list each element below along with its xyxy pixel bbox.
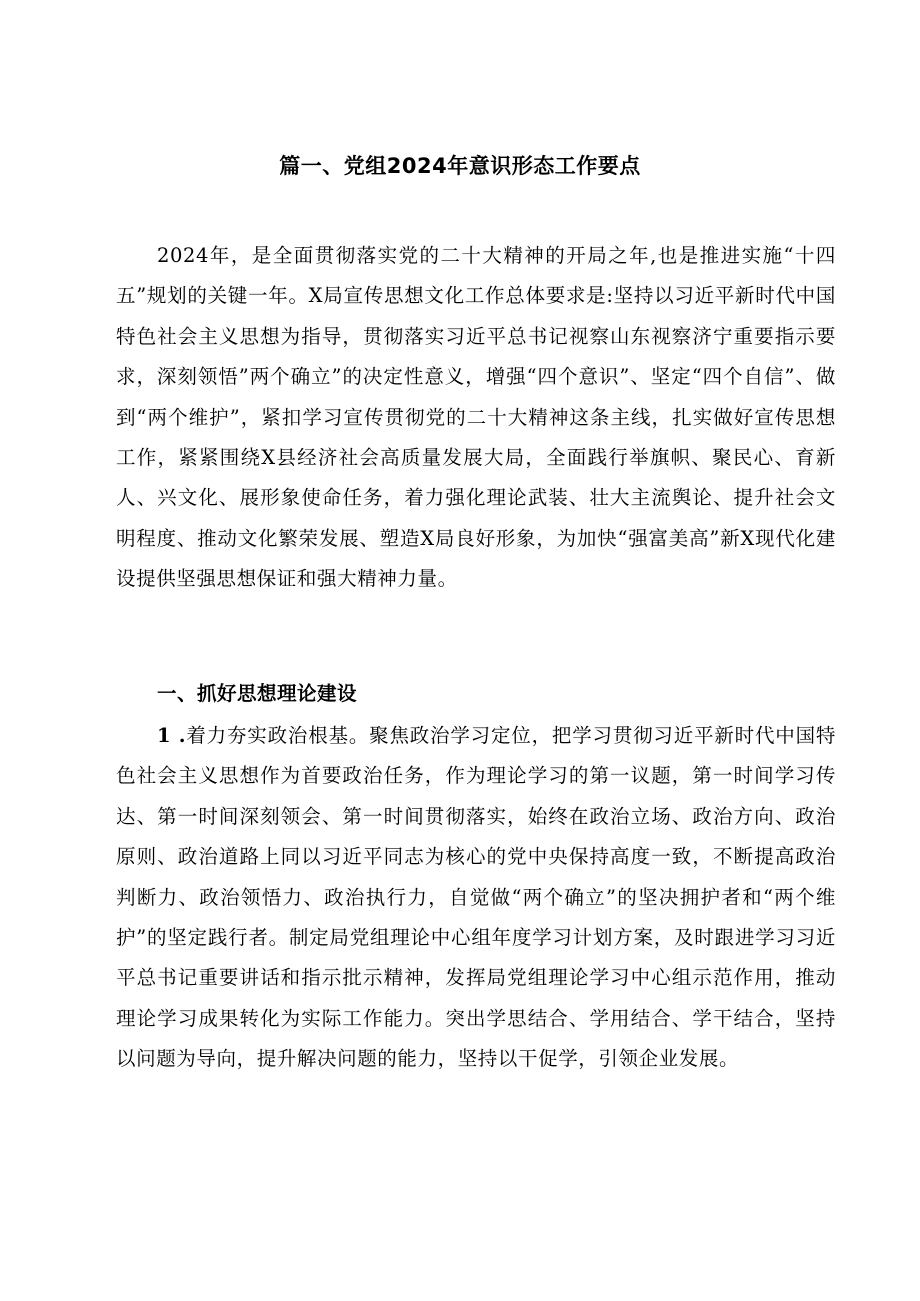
section-heading: 一、抓好思想理论建设 — [157, 682, 358, 705]
document-title: 篇一、党组2024年意识形态工作要点 — [279, 154, 641, 178]
item-1-text: 着力夯实政治根基。聚焦政治学习定位，把学习贯彻习近平新时代中国特色社会主义思想作为首要政治任务，作为理论学习的第一议题，第一时间学习传达、第一时间深刻领会、第一时间贯彻落实，始终在政治立场、政治方向、政治原则、政治道路上同以习近平同志为核心的党中央保持高度一致，不断提高政治判断力、政治领悟力、政治执行力，自觉做“两个确立”的坚决拥护者和“两个维护”的坚定践行者。制定局党组理论中心组年度学习计划方案，及时跟进学习习近平总书记重要讲话和指示批示精神，发挥局党组理论学习中心组示范作用，推动理论学习成果转化为实际工作能力。突出学思结合、学用结合、学干结合，坚持以问题为导向，提升解决问题的能力，坚持以干促学，引领企业发展。 — [116, 724, 836, 1071]
intro-paragraph: 2024年，是全面贯彻落实党的二十大精神的开局之年,也是推进实施“十四五”规划的关键一年。X局宣传思想文化工作总体要求是:坚持以习近平新时代中国特色社会主义思想为指导，贯彻落实习近平总书记视察山东视察济宁重要指示要求，深刻领悟”两个确立”的决定性意义，增强“四个意识”、坚定“四个自信”、做到“两个维护”，紧扣学习宣传贯彻党的二十大精神这条主线，扎实做好宣传思想工作，紧紧围绕X县经济社会高质量发展大局，全面践行举旗帜、聚民心、育新人、兴文化、展形象使命任务，着力强化理论武装、壮大主流舆论、提升社会文明程度、推动文化繁荣发展、塑造X局良好形象，为加快“强富美高”新X现代化建设提供坚强思想保证和强大精神力量。 — [116, 244, 836, 591]
item-1-number: 1 . — [157, 724, 187, 747]
item-1-paragraph — [116, 716, 836, 1080]
